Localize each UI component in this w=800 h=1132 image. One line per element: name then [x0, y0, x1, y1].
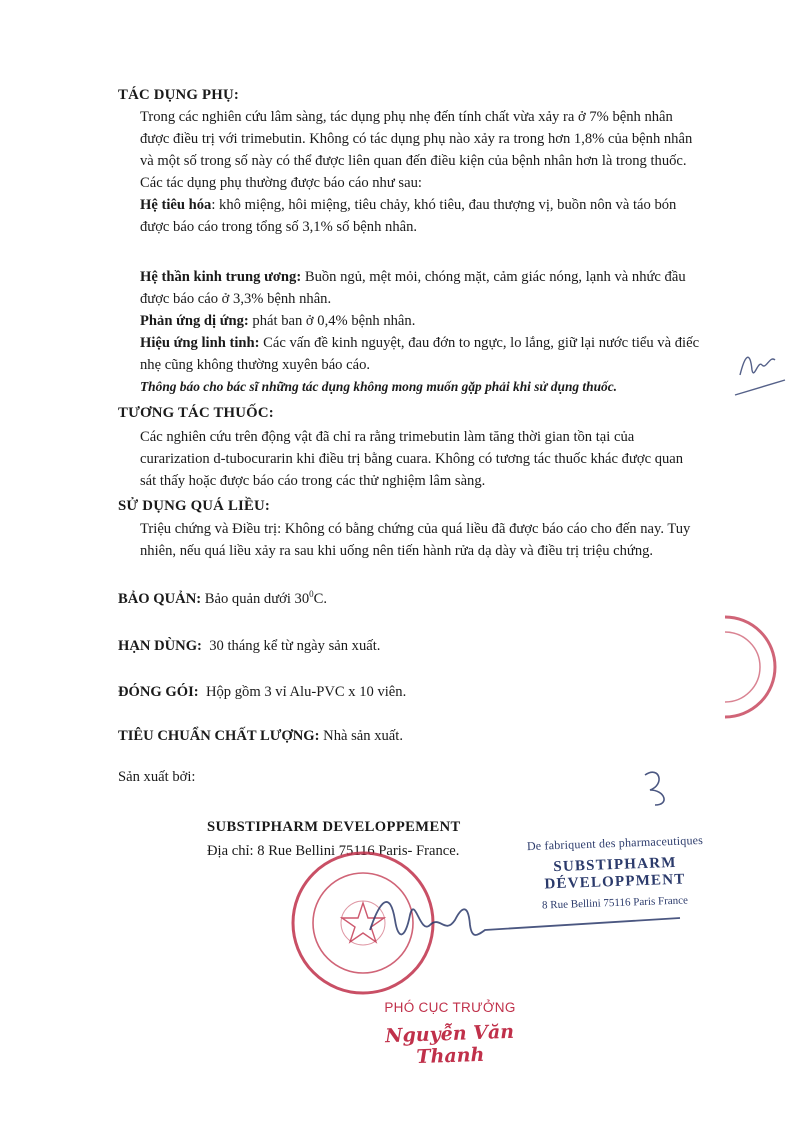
- side-effects-intro-line: và một số trong số này có thể được liên quan đến điều kiện của bệnh nhân hơn là trong thuốc.: [140, 153, 687, 169]
- company-stamp-line3: DÉVELOPPMENT: [544, 871, 686, 893]
- doctor-notice: Thông báo cho bác sĩ những tác dụng không mong muốn gặp phải khi sử dụng thuốc.: [140, 379, 618, 394]
- overdose-heading: SỬ DỤNG QUÁ LIỀU:: [118, 498, 271, 514]
- company-stamp-line1: De fabriquent des pharmaceutiques: [526, 832, 704, 854]
- packaging-text: Hộp gồm 3 vỉ Alu-PVC x 10 viên.: [198, 684, 407, 700]
- official-name: Nguyễn Văn Thanh: [384, 1020, 515, 1069]
- shelf-life-label: HẠN DÙNG:: [118, 638, 202, 654]
- misc-label: Hiệu ứng linh tinh:: [140, 335, 260, 351]
- allergy-line: [140, 310, 760, 332]
- side-effects-details: [140, 266, 760, 398]
- cns-label: Hệ thần kinh trung ương:: [140, 269, 302, 285]
- packaging-label: ĐÓNG GÓI:: [118, 684, 199, 700]
- digestive-line-2: được báo cáo trong tổng số 3,1% số bệnh nhân.: [140, 219, 418, 235]
- misc-text: Các vấn đề kinh nguyệt, đau đớn to ngực, lo lắng, giữ lại nước tiểu và điếc: [259, 335, 700, 351]
- misc-line: [140, 332, 760, 354]
- quality-label: TIÊU CHUẨN CHẤT LƯỢNG:: [118, 728, 320, 744]
- storage-text: Bảo quản dưới 30: [201, 591, 310, 607]
- digestive-label: Hệ tiêu hóa: [140, 197, 212, 213]
- interactions-line: Các nghiên cứu trên động vật đã chỉ ra rằng trimebutin làm tăng thời gian tồn tại của: [140, 429, 635, 445]
- storage-unit: C.: [313, 591, 328, 607]
- partial-seal-stamp: [670, 612, 780, 722]
- company-stamp-line4: 8 Rue Bellini 75116 Paris France: [541, 894, 689, 912]
- misc-line-2: nhẹ cũng không thường xuyên báo cáo.: [140, 357, 371, 373]
- shelf-life-text: 30 tháng kể từ ngày sản xuất.: [201, 638, 381, 654]
- interactions-line: curarization d-tubocurarin khi điều trị bằng cuara. Không có tương tác thuốc khác được quan: [140, 451, 684, 467]
- official-signature-block: [350, 1000, 550, 1067]
- quality-text: Nhà sản xuất.: [319, 728, 403, 744]
- storage-line: [118, 588, 327, 610]
- interactions-body: [140, 426, 760, 492]
- side-effects-intro-line: Các tác dụng phụ thường được báo cáo như sau:: [140, 175, 422, 191]
- official-role: PHÓ CỤC TRƯỞNG: [384, 1000, 516, 1015]
- side-effects-intro: [140, 106, 760, 238]
- interactions-heading: TƯƠNG TÁC THUỐC:: [118, 405, 274, 421]
- initials-mark: [635, 760, 685, 810]
- cns-text: Buồn ngủ, mệt mỏi, chóng mặt, cảm giác nóng, lạnh và nhức đầu: [301, 269, 686, 285]
- side-effects-heading: TÁC DỤNG PHỤ:: [118, 87, 239, 103]
- cns-line-2: được báo cáo ở 3,3% bệnh nhân.: [140, 291, 332, 307]
- allergy-label: Phản ứng dị ứng:: [140, 313, 249, 329]
- overdose-line: nhiên, nếu quá liều xảy ra sau khi uống nên tiến hành rửa dạ dày và điều trị triệu chứng.: [140, 543, 654, 559]
- side-effects-intro-line: được điều trị với trimebutin. Không có tác dụng phụ nào xảy ra trong hơn 1,8% của bệnh nhân: [140, 131, 693, 147]
- overdose-line: Triệu chứng và Điều trị: Không có bằng chứng của quá liều đã được báo cáo cho đến nay. Tuy: [140, 521, 691, 537]
- manufacturer-address: Địa chỉ: 8 Rue Bellini 75116 Paris- France.: [207, 843, 460, 859]
- company-stamp-line2: SUBSTIPHARM: [553, 854, 677, 876]
- allergy-text: phát ban ở 0,4% bệnh nhân.: [248, 313, 416, 329]
- packaging-line: [118, 681, 406, 703]
- quality-line: [118, 725, 403, 747]
- digestive-text: : khô miệng, hôi miệng, tiêu chảy, khó tiêu, đau thượng vị, buồn nôn và táo bón: [211, 197, 677, 213]
- manufacturer-signature: [360, 880, 690, 960]
- overdose-body: [140, 518, 760, 562]
- side-effects-intro-line: Trong các nghiên cứu lâm sàng, tác dụng phụ nhẹ đến tính chất vừa xảy ra ở 7% bệnh nhân: [140, 109, 673, 125]
- side-signature-mark: [730, 335, 790, 405]
- shelf-life-line: [118, 635, 380, 657]
- manufacturer-company: SUBSTIPHARM DEVELOPPEMENT: [207, 819, 461, 835]
- cns-line: [140, 266, 760, 288]
- digestive-line: [140, 194, 760, 216]
- storage-label: BẢO QUẢN:: [118, 591, 202, 607]
- interactions-line: sát thấy hoặc được báo cáo trong các thử nghiệm lâm sàng.: [140, 473, 486, 489]
- storage-degree: 0: [309, 589, 314, 600]
- manufacturer-label: Sản xuất bởi:: [118, 769, 196, 785]
